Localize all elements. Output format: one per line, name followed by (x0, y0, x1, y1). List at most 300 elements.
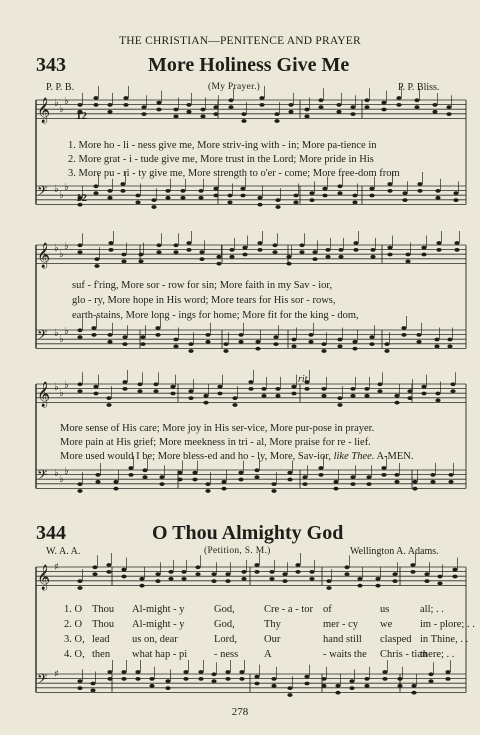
note-head (213, 187, 218, 191)
note-head (352, 340, 357, 344)
flat-icon: ♭ (54, 98, 59, 109)
note-head (304, 675, 309, 679)
verse-cell: God, (214, 604, 235, 615)
note-head (454, 248, 459, 252)
hymn-subtitle: (Petition, S. M.) (204, 546, 271, 556)
note-head (350, 475, 355, 479)
note-head (394, 401, 399, 405)
note-head (366, 475, 371, 479)
hymn-title: More Holiness Give Me (148, 54, 350, 76)
note-head (287, 686, 292, 690)
note-head (93, 392, 98, 396)
note-head (448, 480, 453, 484)
note-head (430, 480, 435, 484)
verse-cell: Thou (92, 619, 115, 630)
composer-credit: P. P. Bliss. (398, 82, 440, 93)
note-head (181, 570, 186, 574)
lyric-line: 3. More pu - ri - ty give me, More strength to o'er - come; More free-dom from (68, 168, 400, 179)
note-head (293, 201, 298, 205)
note-head (205, 482, 210, 486)
note-head (198, 189, 203, 193)
note-head (77, 382, 82, 386)
note-head (238, 340, 243, 344)
verse-cell: A (264, 649, 272, 660)
note-head (108, 241, 113, 245)
note-head (217, 392, 222, 396)
note-head (337, 184, 342, 188)
note-head (107, 340, 112, 344)
note-head (165, 686, 170, 690)
note-head (453, 191, 458, 195)
note-head (223, 342, 228, 346)
verse-cell: what hap - pi (132, 649, 188, 660)
verse-cell: hand still (323, 634, 362, 645)
note-head (286, 262, 291, 266)
note-head (106, 396, 111, 400)
note-head (364, 677, 369, 681)
note-head (138, 260, 143, 264)
note-head (90, 689, 95, 693)
note-head (337, 396, 342, 400)
note-head (77, 579, 82, 583)
note-head (293, 194, 298, 198)
note-head (77, 679, 82, 683)
note-head (198, 670, 203, 674)
note-head (113, 480, 118, 484)
flat-icon: ♭ (54, 468, 59, 479)
sharp-icon: ♯ (54, 562, 59, 573)
note-head (401, 326, 406, 330)
note-head (195, 572, 200, 576)
note-head (122, 387, 127, 391)
note-head (198, 677, 203, 681)
note-head (170, 385, 175, 389)
note-head (271, 489, 276, 493)
note-head (198, 196, 203, 200)
flat-icon: ♭ (59, 388, 64, 399)
note-head (369, 342, 374, 346)
note-head (259, 103, 264, 107)
note-head (257, 196, 262, 200)
note-head (173, 345, 178, 349)
note-head (337, 338, 342, 342)
note-head (77, 389, 82, 393)
note-head (309, 577, 314, 581)
note-head (156, 108, 161, 112)
note-head (139, 577, 144, 581)
note-head (336, 110, 341, 114)
note-head (394, 480, 399, 484)
treble-clef-icon: 𝄞 (37, 382, 51, 407)
note-head (446, 105, 451, 109)
note-head (93, 191, 98, 195)
note-head (446, 112, 451, 116)
note-head (241, 119, 246, 123)
verse-cell: God, (214, 619, 235, 630)
note-head (275, 198, 280, 202)
note-head (213, 112, 218, 116)
note-head (412, 480, 417, 484)
note-head (77, 328, 82, 332)
note-head (107, 196, 112, 200)
note-head (121, 253, 126, 257)
note-head (321, 684, 326, 688)
note-head (205, 340, 210, 344)
note-head (128, 466, 133, 470)
flat-icon: ♭ (64, 466, 69, 477)
lyric-line: More pain at His grief; More meekness in tri - al, More praise for re - lief. (60, 437, 371, 448)
note-head (165, 196, 170, 200)
note-head (287, 478, 292, 482)
note-head (165, 189, 170, 193)
flat-icon: ♭ (64, 326, 69, 337)
note-head (350, 387, 355, 391)
note-head (384, 349, 389, 353)
note-head (291, 345, 296, 349)
verse-cell: Cre - a - tor (264, 604, 313, 615)
note-head (308, 340, 313, 344)
note-head (269, 570, 274, 574)
note-head (77, 686, 82, 690)
note-head (309, 191, 314, 195)
note-head (304, 115, 309, 119)
lyric-text: More used would I be; More bless-ed and ho - ly, More, Sav-ior, (60, 451, 331, 462)
bass-clef-icon: 𝄢 (37, 183, 48, 202)
note-head (217, 385, 222, 389)
note-head (287, 693, 292, 697)
note-head (288, 110, 293, 114)
flat-icon: ♭ (54, 243, 59, 254)
note-head (93, 184, 98, 188)
verse-cell: 1. O (64, 604, 83, 615)
note-head (350, 394, 355, 398)
note-head (382, 670, 387, 674)
note-head (424, 572, 429, 576)
note-head (254, 563, 259, 567)
note-head (188, 389, 193, 393)
verse-cell: clasped (380, 634, 412, 645)
note-head (77, 586, 82, 590)
note-head (221, 480, 226, 484)
flat-icon: ♭ (59, 190, 64, 201)
note-head (106, 570, 111, 574)
note-head (77, 482, 82, 486)
note-head (223, 349, 228, 353)
verse-cell: Chris - tian (380, 649, 428, 660)
note-head (447, 338, 452, 342)
note-head (369, 335, 374, 339)
note-head (95, 480, 100, 484)
note-head (428, 672, 433, 676)
treble-clef-icon: 𝄞 (37, 243, 51, 268)
note-head (287, 471, 292, 475)
verse-cell: us on, dear (132, 634, 178, 645)
words-credit: P. P. B. (46, 82, 75, 93)
note-head (77, 489, 82, 493)
note-head (350, 112, 355, 116)
note-head (428, 679, 433, 683)
note-head (435, 189, 440, 193)
note-head (273, 335, 278, 339)
note-head (445, 670, 450, 674)
note-head (225, 572, 230, 576)
note-head (271, 684, 276, 688)
note-head (227, 201, 232, 205)
note-head (381, 108, 386, 112)
note-head (77, 250, 82, 254)
note-head (107, 189, 112, 193)
note-head (453, 198, 458, 202)
bass-clef-icon: 𝄢 (37, 327, 48, 346)
note-head (165, 679, 170, 683)
flat-icon: ♭ (64, 380, 69, 391)
note-head (291, 338, 296, 342)
note-head (228, 105, 233, 109)
note-head (397, 684, 402, 688)
note-head (137, 382, 142, 386)
flat-icon: ♭ (59, 249, 64, 260)
note-head (180, 189, 185, 193)
note-head (405, 260, 410, 264)
note-head (183, 677, 188, 681)
note-head (200, 108, 205, 112)
note-head (135, 201, 140, 205)
note-head (454, 241, 459, 245)
note-head (240, 194, 245, 198)
note-head (402, 191, 407, 195)
note-head (387, 182, 392, 186)
note-head (321, 677, 326, 681)
note-head (326, 579, 331, 583)
note-head (275, 394, 280, 398)
note-head (416, 340, 421, 344)
note-head (387, 189, 392, 193)
note-head (421, 385, 426, 389)
note-head (248, 387, 253, 391)
note-head (155, 579, 160, 583)
note-head (186, 103, 191, 107)
verse-cell: all; . . (420, 604, 444, 615)
note-head (435, 399, 440, 403)
note-head (254, 570, 259, 574)
note-head (437, 582, 442, 586)
time-signature-bass: 12 (76, 192, 87, 204)
note-head (173, 115, 178, 119)
verse-cell: Thou (92, 604, 115, 615)
note-head (149, 677, 154, 681)
note-head (312, 257, 317, 261)
note-head (211, 672, 216, 676)
note-head (336, 103, 341, 107)
note-head (107, 103, 112, 107)
note-head (397, 677, 402, 681)
note-head (159, 482, 164, 486)
verse-cell: Lord, (214, 634, 238, 645)
note-head (121, 575, 126, 579)
bass-clef-icon: 𝄢 (37, 467, 48, 486)
verse-cell: there; . . (420, 649, 455, 660)
note-head (295, 563, 300, 567)
note-head (411, 691, 416, 695)
verse-cell: us (380, 604, 390, 615)
note-head (410, 563, 415, 567)
note-head (364, 387, 369, 391)
note-head (350, 105, 355, 109)
note-head (248, 380, 253, 384)
note-head (186, 248, 191, 252)
note-head (151, 205, 156, 209)
note-head (199, 257, 204, 261)
note-head (291, 385, 296, 389)
note-head (135, 194, 140, 198)
note-head (168, 577, 173, 581)
note-head (436, 241, 441, 245)
bass-clef-icon: 𝄢 (37, 671, 48, 690)
note-head (434, 345, 439, 349)
note-head (364, 684, 369, 688)
note-head (200, 115, 205, 119)
note-head (199, 250, 204, 254)
note-head (138, 253, 143, 257)
note-head (414, 105, 419, 109)
note-head (229, 248, 234, 252)
note-head (205, 333, 210, 337)
note-head (352, 347, 357, 351)
note-head (120, 189, 125, 193)
note-head (140, 335, 145, 339)
note-head (205, 489, 210, 493)
note-head (203, 401, 208, 405)
note-head (255, 340, 260, 344)
note-head (106, 403, 111, 407)
note-head (121, 677, 126, 681)
verse-cell: - ness (214, 649, 239, 660)
note-head (364, 394, 369, 398)
composer-credit: Wellington A. Adams. (350, 546, 439, 557)
amen-label: A-MEN. (376, 451, 414, 462)
note-head (211, 572, 216, 576)
note-head (213, 105, 218, 109)
note-head (421, 246, 426, 250)
note-head (225, 670, 230, 674)
time-signature: 12 (76, 110, 87, 122)
note-head (299, 250, 304, 254)
note-head (321, 387, 326, 391)
verse-cell: Al-might - y (132, 604, 185, 615)
lyric-line (60, 451, 414, 462)
note-head (227, 194, 232, 198)
note-head (168, 570, 173, 574)
note-head (447, 345, 452, 349)
note-head (122, 335, 127, 339)
note-head (95, 473, 100, 477)
note-head (173, 250, 178, 254)
note-head (229, 255, 234, 259)
note-head (337, 191, 342, 195)
note-head (352, 194, 357, 198)
note-head (318, 105, 323, 109)
lyric-line: suf - f'ring, More sor - row for sin; More faith in my Sav - ior, (72, 280, 333, 291)
note-head (121, 568, 126, 572)
note-head (121, 670, 126, 674)
note-head (107, 670, 112, 674)
note-head (430, 473, 435, 477)
note-head (225, 579, 230, 583)
note-head (396, 96, 401, 100)
note-head (349, 679, 354, 683)
note-head (353, 241, 358, 245)
note-head (271, 677, 276, 681)
note-head (121, 260, 126, 264)
verse-cell: 2. O (64, 619, 83, 630)
flat-icon: ♭ (64, 96, 69, 107)
note-head (173, 338, 178, 342)
note-head (273, 342, 278, 346)
note-head (93, 103, 98, 107)
note-head (349, 686, 354, 690)
note-head (228, 98, 233, 102)
note-head (302, 482, 307, 486)
note-head (113, 487, 118, 491)
note-head (432, 110, 437, 114)
note-head (387, 253, 392, 257)
hymn-number: 343 (36, 54, 66, 76)
note-head (170, 392, 175, 396)
note-head (239, 677, 244, 681)
note-head (370, 255, 375, 259)
note-head (123, 103, 128, 107)
note-head (183, 670, 188, 674)
note-head (137, 389, 142, 393)
note-head (153, 382, 158, 386)
note-head (155, 326, 160, 330)
note-head (337, 345, 342, 349)
note-head (321, 394, 326, 398)
note-head (192, 478, 197, 482)
note-head (370, 248, 375, 252)
note-head (257, 203, 262, 207)
verse-cell: Thy (264, 619, 281, 630)
verse-cell: we (380, 619, 393, 630)
running-header: THE CHRISTIAN—PENITENCE AND PRAYER (119, 35, 361, 47)
flat-icon: ♭ (59, 474, 64, 485)
note-head (325, 255, 330, 259)
note-head (77, 103, 82, 107)
note-head (153, 389, 158, 393)
note-head (221, 487, 226, 491)
note-head (352, 201, 357, 205)
note-head (448, 473, 453, 477)
note-head (309, 570, 314, 574)
note-head (411, 684, 416, 688)
note-head (344, 565, 349, 569)
note-head (155, 333, 160, 337)
note-head (364, 98, 369, 102)
verse-cell: Our (264, 634, 281, 645)
note-head (394, 473, 399, 477)
note-head (135, 677, 140, 681)
note-head (156, 250, 161, 254)
note-head (421, 392, 426, 396)
note-head (382, 677, 387, 681)
note-head (318, 466, 323, 470)
note-head (401, 333, 406, 337)
note-head (282, 579, 287, 583)
note-head (410, 570, 415, 574)
note-head (338, 248, 343, 252)
note-head (421, 253, 426, 257)
note-head (394, 394, 399, 398)
